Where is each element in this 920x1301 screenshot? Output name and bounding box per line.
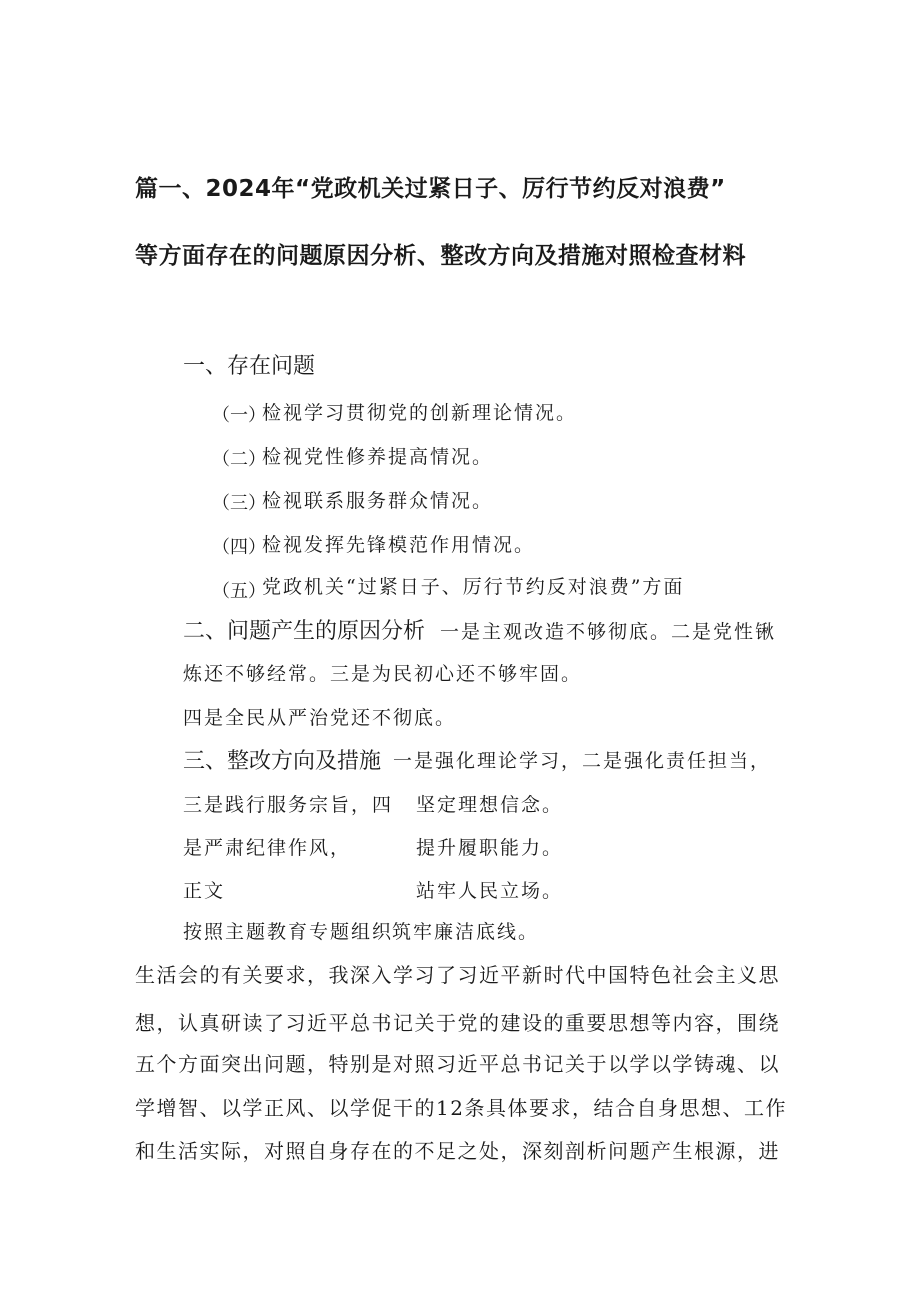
section3-heading: 三、整改方向及措施: [183, 749, 382, 774]
item-3-number: （三）: [212, 493, 266, 514]
body-line-2: 想，认真研读了习近平总书记关于党的建设的重要思想等内容，围绕: [135, 1011, 780, 1035]
section2-heading: 二、问题产生的原因分析: [183, 619, 426, 644]
item-4-text: 检视发挥先锋模范作用情况。: [262, 534, 536, 556]
body-line-1: 生活会的有关要求，我深入学习了习近平新时代中国特色社会主义思: [135, 963, 780, 987]
item-1-number: （一）: [212, 405, 266, 426]
item-2-number: （二）: [212, 449, 266, 470]
item-4-number: （四）: [212, 537, 266, 558]
item-3-text: 检视联系服务群众情况。: [262, 490, 494, 512]
body-line-3: 五个方面突出问题，特别是对照习近平总书记关于以学以学铸魂、以: [135, 1052, 780, 1076]
body-line-5: 和生活实际，对照自身存在的不足之处，深刻剖析问题产生根源，进: [135, 1139, 780, 1163]
item-5-number: （五）: [212, 581, 266, 602]
item-5-text: 党政机关“过紧日子、厉行节约反对浪费”方面: [262, 576, 685, 598]
body-line-4: 学增智、以学正风、以学促干的12条具体要求，结合自身思想、工作: [135, 1096, 787, 1120]
section2-text-2: 炼还不够经常。三是为民初心还不够牢固。: [183, 663, 583, 685]
section2-text-1: 一是主观改造不够彻底。二是党性锹: [440, 621, 777, 643]
section3-right-1: 坚定理想信念。: [416, 794, 564, 816]
section3-left-4: 按照主题教育专题组织: [183, 921, 394, 943]
section3-right-4: 筑牢廉洁底线。: [392, 921, 540, 943]
section3-left-2: 是严肃纪律作风，: [183, 837, 352, 859]
section3-right-3: 站牢人民立场。: [416, 880, 564, 902]
title-line-2: 等方面存在的问题原因分析、整改方向及措施对照检查材料: [135, 243, 746, 269]
section3-left-1: 三是践行服务宗旨，四: [183, 794, 394, 816]
item-1-text: 检视学习贯彻党的创新理论情况。: [262, 402, 578, 424]
section3-text-1: 一是强化理论学习，二是强化责任担当，: [393, 750, 772, 772]
section3-right-2: 提升履职能力。: [416, 837, 564, 859]
section3-left-3: 正文: [183, 880, 226, 902]
item-2-text: 检视党性修养提高情况。: [262, 446, 494, 468]
section2-text-3: 四是全民从严治党还不彻底。: [183, 707, 457, 729]
section1-heading: 一、存在问题: [183, 354, 316, 379]
title-line-1: 篇一、2024年“党政机关过紧日子、厉行节约反对浪费”: [135, 176, 726, 202]
